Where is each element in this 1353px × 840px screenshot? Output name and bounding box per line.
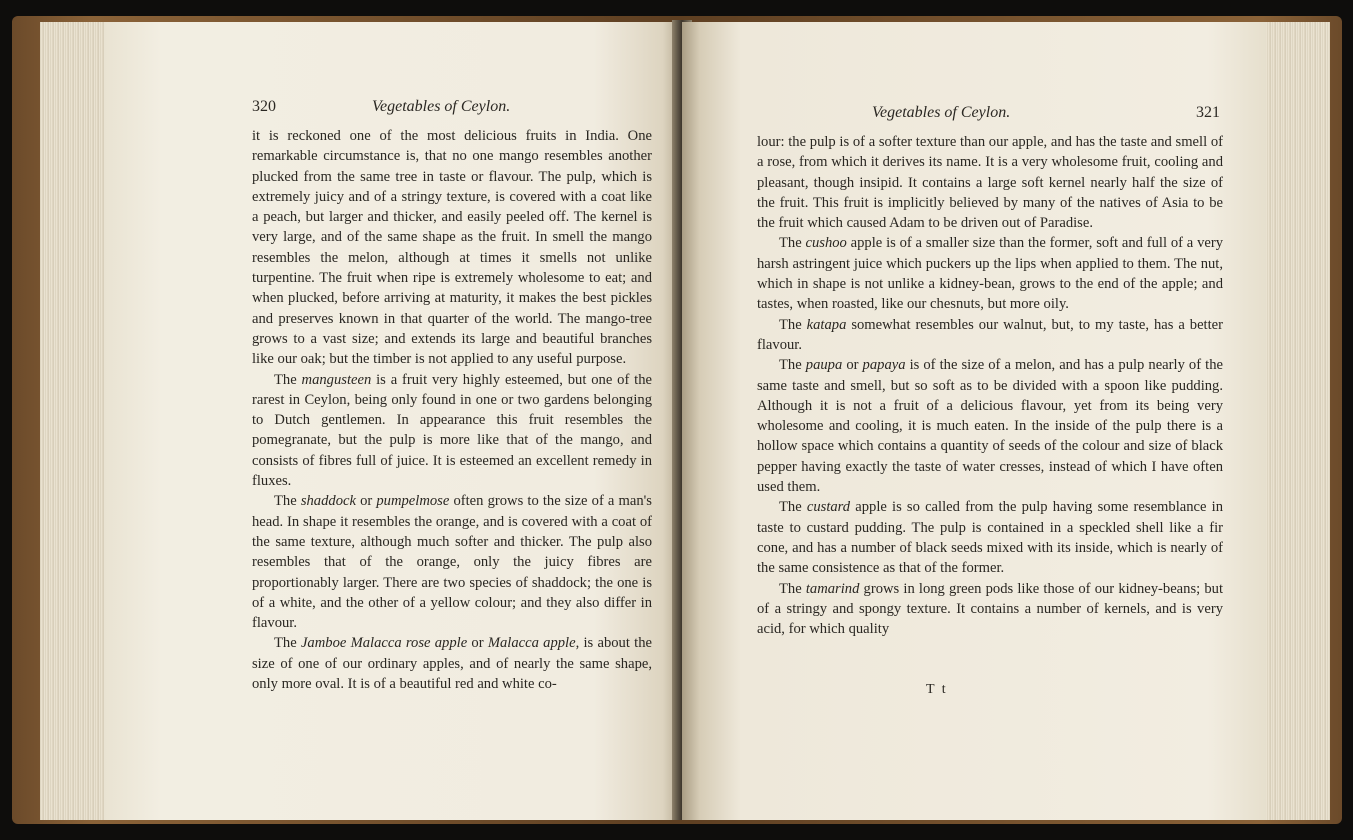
italic-term: papaya (862, 357, 906, 374)
paragraph-text: or (467, 635, 488, 652)
paragraph-text: apple is so called from the pulp having some resemblance in taste to custard pudding. The pulp is contained in a speckled shell like a fir cone, and has a number of black seeds mixed with its inside, which is nearly of the same consistence as that of the former. (757, 499, 1223, 577)
right-page-edges (1262, 22, 1330, 820)
paragraph-text: The (779, 235, 806, 252)
italic-term: Malacca apple (487, 635, 576, 652)
paragraph-text: is a fruit very highly esteemed, but one of the rarest in Ceylon, being only found in one or two gardens belonging to Dutch gentlemen. In appearance this fruit resembles the pomegranate, but the pulp is more like that of the mango, and consists of fibres full of juice. It is esteemed an excellent remedy in fluxes. (252, 371, 652, 490)
paragraph-text: The (274, 371, 302, 388)
italic-term: paupa (805, 357, 843, 374)
paragraph-text: , is about the size of one of our ordinary apples, and of nearly the same shape, only more oval. It is of a beautiful red and white co- (252, 635, 652, 693)
page-number: 320 (252, 98, 276, 115)
left-page-header (252, 98, 642, 122)
italic-term: shaddock (300, 493, 356, 510)
paragraph (252, 633, 652, 694)
italic-term: katapa (806, 316, 847, 333)
paragraph-text: or (355, 493, 377, 510)
paragraph-text: The (274, 493, 301, 510)
italic-term: cushoo (805, 235, 847, 252)
italic-term: mangusteen (301, 371, 372, 388)
italic-term: Jamboe Malacca rose apple (300, 635, 468, 652)
paragraph-text: or (842, 357, 863, 374)
paragraph-text: often grows to the size of a man's head. In shape it resembles the orange, and is covered with a coat of the same texture, although much softer and thicker. The pulp also resembles that of the orange, only the juicy fibres are proportionably larger. There are two species of shaddock; the one is of a white, and the other of a yellow colour; and they also differ in flavour. (252, 493, 652, 632)
running-title: Vegetables of Ceylon. (372, 98, 511, 115)
signature-mark: T t (926, 682, 948, 697)
italic-term: custard (806, 499, 851, 516)
paragraph-text: The (779, 357, 806, 374)
left-page-edges (40, 22, 110, 820)
paragraph (757, 233, 1223, 314)
paragraph (252, 126, 652, 370)
left-page (104, 22, 680, 820)
left-page-body (252, 126, 652, 694)
page-number: 321 (1196, 104, 1220, 121)
paragraph-text: it is reckoned one of the most delicious fruits in India. One remarkable circumstance is, that no one mango resembles another plucked from the same tree in taste or flavour. The pulp, which is extremely juicy and of a stringy texture, is covered with a coat like a peach, but larger and thicker, and easily peeled off. The kernel is very large, and of the same shape as the fruit. In smell the mango resembles the melon, although at times it smells not unlike turpentine. The fruit when ripe is extremely wholesome to eat; and when plucked, before arriving at maturity, it makes the best pickles and preserves known in that quarter of the world. The mango-tree grows to a vast size; and extends its large and beautiful branches like our oak; but the timber is not applied to any useful purpose. (252, 128, 652, 368)
paragraph (252, 370, 652, 492)
italic-term: pumpelmose (376, 493, 450, 510)
paragraph (757, 132, 1223, 233)
paragraph-text: The (779, 580, 806, 597)
paragraph (757, 315, 1223, 356)
paragraph (252, 491, 652, 633)
paragraph-text: somewhat resembles our walnut, but, to my taste, has a better flavour. (757, 316, 1223, 353)
right-page-body (757, 132, 1223, 639)
running-title: Vegetables of Ceylon. (872, 104, 1011, 121)
paragraph (757, 355, 1223, 497)
paragraph-text: grows in long green pods like those of our kidney-beans; but of a stringy and spongy texture. It contains a number of kernels, and is very acid, for which quality (757, 580, 1223, 638)
paragraph-text: The (274, 635, 301, 652)
paragraph-text: is of the size of a melon, and has a pulp nearly of the same taste and smell, but so soft as to be divided with a spoon like pudding. Although it is not a fruit of a delicious flavour, yet from its being very wholesome and cooling, it is much eaten. In the inside of the pulp there is a hollow space which contains a quantity of seeds of the colour and size of black pepper having exactly the taste of water cresses, instead of which I have often used them. (757, 357, 1223, 496)
paragraph (757, 497, 1223, 578)
paragraph-text: apple is of a smaller size than the former, soft and full of a very harsh astringent juice which puckers up the lips when applied to them. The nut, which in shape is not unlike a kidney-bean, grows to the end of the apple; and tastes, when roasted, like our chesnuts, but more oily. (757, 235, 1224, 313)
paragraph-text: The (779, 316, 807, 333)
paragraph-text: lour: the pulp is of a softer texture than our apple, and has the taste and smell of a rose, from which it derives its name. It is a very wholesome fruit, cooling and pleasant, though insipid. It contains a large soft kernel nearly half the size of the fruit. This fruit is implicitly believed by many of the natives of Asia to be the fruit which caused Adam to be driven out of Paradise. (757, 134, 1223, 232)
right-page (682, 22, 1266, 820)
italic-term: tamarind (805, 580, 860, 597)
paragraph (757, 579, 1223, 640)
paragraph-text: The (779, 499, 807, 516)
right-page-header (872, 104, 1222, 128)
